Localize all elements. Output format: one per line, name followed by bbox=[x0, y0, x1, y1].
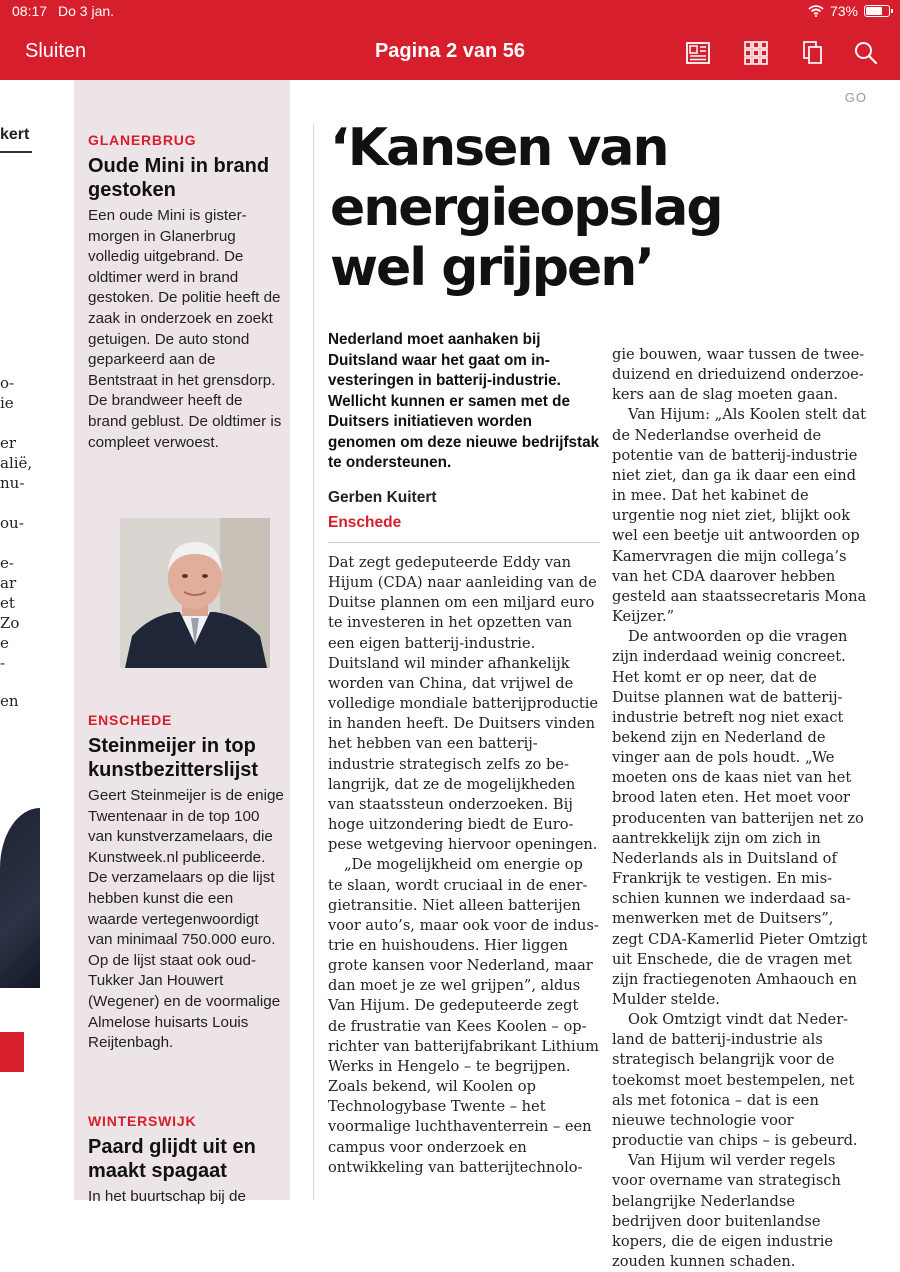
news-kicker: ENSCHEDE bbox=[88, 712, 173, 728]
battery-fill bbox=[866, 7, 882, 15]
article-paragraph: Dat zegt gedeputeerde Eddy van Hijum (CDA) naar aanleiding van de Duitse plannen om een miljard euro te investeren in het opzetten van een eigen batterij-industrie. Duitsland wil minder afhankelijk worden van China, dat vrijwel de volledige mondiale batterijproductie in handen heeft. De Duitsers vinden het hebben van een batterij-industrie strategisch zelfs zo belangrijk, dat ze de mogelijkheden van staatssteun onderzoeken. Bij hoge uitzondering biedt de Europese wetgeving hiervoor openingen. bbox=[328, 554, 599, 854]
status-bar bbox=[0, 0, 900, 24]
article-byline bbox=[328, 489, 600, 543]
article-author: Gerben Kuitert bbox=[328, 489, 437, 506]
text-fragment: ou- bbox=[0, 514, 24, 532]
portrait-photo bbox=[120, 518, 270, 668]
article-paragraph: gie bouwen, waar tussen de tweeduizend en drieduizend onderzoekers aan de slag moeten gaan. bbox=[612, 346, 865, 404]
article-paragraph: Van Hijum: „Als Koolen stelt dat de Nederlandse overheid de potentie van de batterij-industrie niet ziet, dan ga ik daar een eind in mee. Dat het kabinet de urgentie nog niet ziet, blijkt ook wel een beetje uit antwoorden op Kamervragen die mijn collega’s van het CDA daarover hebben gesteld aan staatssecretaris Mona Keijzer.” bbox=[612, 406, 867, 626]
news-item-enschede bbox=[88, 712, 284, 1054]
news-item-glanerbrug bbox=[88, 132, 284, 453]
status-indicators bbox=[808, 3, 890, 19]
news-kicker: GLANERBRUG bbox=[88, 132, 197, 148]
text-fragment: Zo bbox=[0, 614, 20, 632]
news-body: In het buurtschap bij de bbox=[88, 1188, 246, 1205]
adjacent-article-fragment bbox=[0, 80, 40, 1200]
divider bbox=[328, 542, 600, 543]
text-fragment: - bbox=[0, 654, 6, 672]
news-item-winterswijk bbox=[88, 1113, 284, 1208]
news-title: Paard glijdt uit en maakt spagaat bbox=[88, 1136, 256, 1182]
article-headline: ‘Kansen van energieopslag wel grijpen’ bbox=[330, 118, 722, 298]
page-indicator: Pagina 2 van 56 bbox=[374, 40, 526, 62]
reader-toolbar bbox=[0, 24, 900, 80]
wifi-icon bbox=[808, 5, 824, 17]
pages-copy-icon[interactable] bbox=[800, 40, 826, 66]
page-layout-icon[interactable] bbox=[685, 40, 711, 66]
text-fragment: ar bbox=[0, 574, 17, 592]
text-fragment: et bbox=[0, 594, 15, 612]
article-paragraph: „De mogelijkheid om energie op te slaan, wordt cruciaal in de energietransitie. Niet alleen batterijen voor auto’s, maar ook voor de industrie en huishoudens. Hier liggen grote kansen voor Nederland, maar dan moet je ze wel grijpen”, aldus Van Hijum. De gedeputeerde zegt de frustratie van Kees Koolen – oprichter van batterijfabrikant Lithium Werks in Hengelo – te begrijpen. Zoals bekend, wil Koolen op Technologybase Twente – het voormalige luchthaventerrein – een campus voor onderzoek en ontwikkeling van batterijtechnolo- bbox=[328, 856, 599, 1176]
article-paragraph: Ook Omtzigt vindt dat Nederland de batterij-industrie als strategisch belangrijk voor de toekomst moet bestempelen, net als met fotonica – dat is een nieuwe technologie voor productie van chips – is gebeurd. bbox=[612, 1011, 858, 1150]
news-title: Oude Mini in brand gestoken bbox=[88, 155, 270, 201]
status-date: Do 3 jan. bbox=[58, 3, 115, 19]
adjacent-heading-fragment: kert bbox=[0, 126, 30, 143]
article-dateline: Enschede bbox=[328, 514, 402, 531]
battery-percentage: 73% bbox=[829, 3, 858, 19]
page-corner-mark: GO bbox=[844, 90, 867, 105]
article-paragraph: De antwoorden op die vragen zijn inderdaad weinig concreet. Het komt er op neer, dat de Duitse plannen wat de batterij-industrie betreft nog niet exact bekend zijn en Nederland de vinger aan de pols houdt. „We moeten ons de kaas niet van het brood laten eten. Het moet voor producenten van batterijen net zo aantrekkelijk zijn om zich in Nederlands als in Duitsland of Frankrijk te vestigen. En misschien kunnen we inderdaad samenwerken met de Duitsers”, zegt CDA-Kamerlid Pieter Omtzigt uit Enschede, die de vragen met zijn fractiegenoten Amhaouch en Mulder stelde. bbox=[612, 628, 868, 1008]
news-body: Een oude Mini is gistermorgen in Glanerbrug volledig uitgebrand. De oldtimer werd in brand gestoken. De politie heeft de zaak in onderzoek en zoekt getuigen. De auto stond geparkeerd aan de Bentstraat in het grensdorp. De brandweer heeft de brand geblust. De oldtimer is compleet verwoest. bbox=[88, 207, 282, 451]
column-divider bbox=[313, 124, 314, 1200]
text-fragment: o- bbox=[0, 374, 15, 392]
battery-icon bbox=[864, 5, 890, 17]
divider bbox=[0, 151, 32, 153]
news-body: Geert Steinmeijer is de enige Twentenaar in de top 100 van kunstverzamelaars, die Kunstweek.nl publiceerde. De verzamelaars op die lijst hebben kunst die een waarde vertegenwoordigt van minimaal 750.000 euro. Op de lijst staat ook oud-Tukker Jan Houwert (Wegener) en de voormalige Almelose huisarts Louis Reijtenbagh. bbox=[88, 787, 284, 1052]
news-sidebar bbox=[74, 80, 290, 1205]
article-paragraph: Van Hijum wil verder regels voor overname van strategisch belangrijke Nederlandse bedrijven door buitenlandse kopers, die de eigen industrie zouden kunnen schaden. bbox=[612, 1152, 841, 1271]
article-column-2 bbox=[612, 345, 868, 1272]
status-time: 08:17 bbox=[12, 3, 48, 19]
news-title: Steinmeijer in top kunstbezitterslijst bbox=[88, 735, 259, 781]
text-fragment: ie bbox=[0, 394, 14, 412]
newspaper-page bbox=[0, 80, 900, 1271]
text-fragment: nu- bbox=[0, 474, 25, 492]
article-intro: Nederland moet aanhaken bij Duitsland waar het gaat om investeringen in batterij-industrie. Wellicht kunnen er samen met de Duitsers initiatieven worden genomen om deze nieuwe bedrijfstak te ondersteunen. bbox=[328, 331, 600, 471]
news-kicker: WINTERSWIJK bbox=[88, 1113, 197, 1129]
text-fragment: e bbox=[0, 634, 9, 652]
article-column-1 bbox=[328, 553, 600, 1178]
grid-overview-icon[interactable] bbox=[743, 40, 769, 66]
text-fragment: e- bbox=[0, 554, 14, 572]
text-fragment: er bbox=[0, 434, 17, 452]
text-fragment: alië, bbox=[0, 454, 33, 472]
close-button[interactable]: Sluiten bbox=[25, 40, 87, 62]
adjacent-photo-fragment bbox=[0, 808, 40, 988]
text-fragment: en bbox=[0, 692, 19, 710]
search-icon[interactable] bbox=[853, 40, 879, 66]
adjacent-red-block bbox=[0, 1032, 24, 1072]
